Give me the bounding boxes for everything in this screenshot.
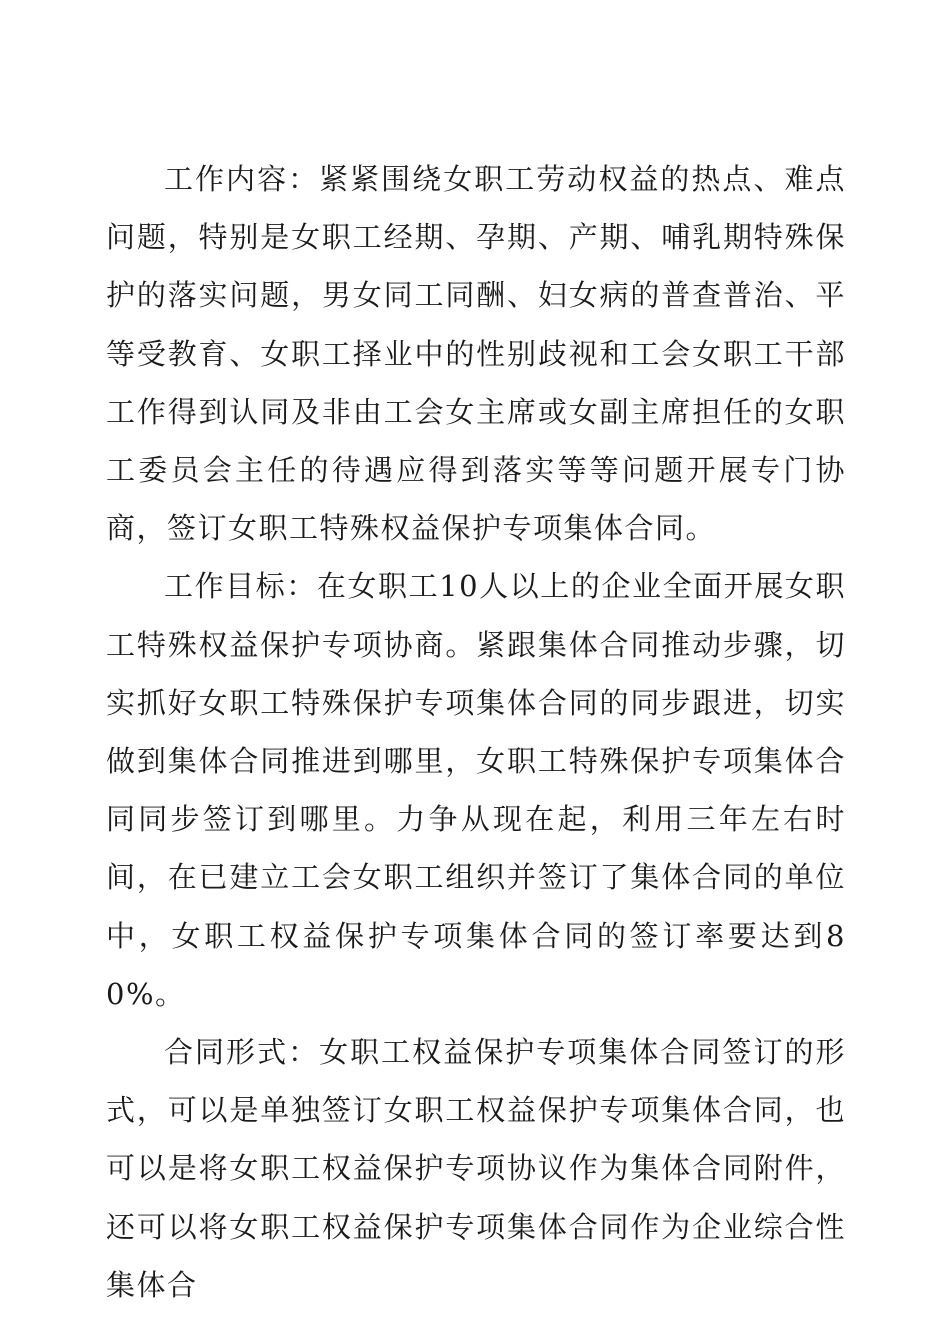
paragraph-contract-form: 合同形式：女职工权益保护专项集体合同签订的形式，可以是单独签订女职工权益保护专项集体合同，也可以是将女职工权益保护专项协议作为集体合同附件，还可以将女职工权益保护专项集体合同作为企业综合性集体合 — [106, 1035, 846, 1302]
document-body — [106, 150, 846, 1314]
paragraph-work-content: 工作内容：紧紧围绕女职工劳动权益的热点、难点问题，特别是女职工经期、孕期、产期、哺乳期特殊保护的落实问题，男女同工同酬、妇女病的普查普治、平等受教育、女职工择业中的性别歧视和工会女职工干部工作得到认同及非由工会女主席或女副主席担任的女职工委员会主任的待遇应得到落实等等问题开展专门协商，签订女职工特殊权益保护专项集体合同。 — [106, 162, 846, 546]
paragraph-work-goal: 工作目标：在女职工10人以上的企业全面开展女职工特殊权益保护专项协商。紧跟集体合同推动步骤，切实抓好女职工特殊保护专项集体合同的同步跟进，切实做到集体合同推进到哪里，女职工特殊保护专项集体合同同步签订到哪里。力争从现在起，利用三年左右时间，在已建立工会女职工组织并签订了集体合同的单位中，女职工权益保护专项集体合同的签订率要达到80%。 — [106, 569, 846, 1011]
